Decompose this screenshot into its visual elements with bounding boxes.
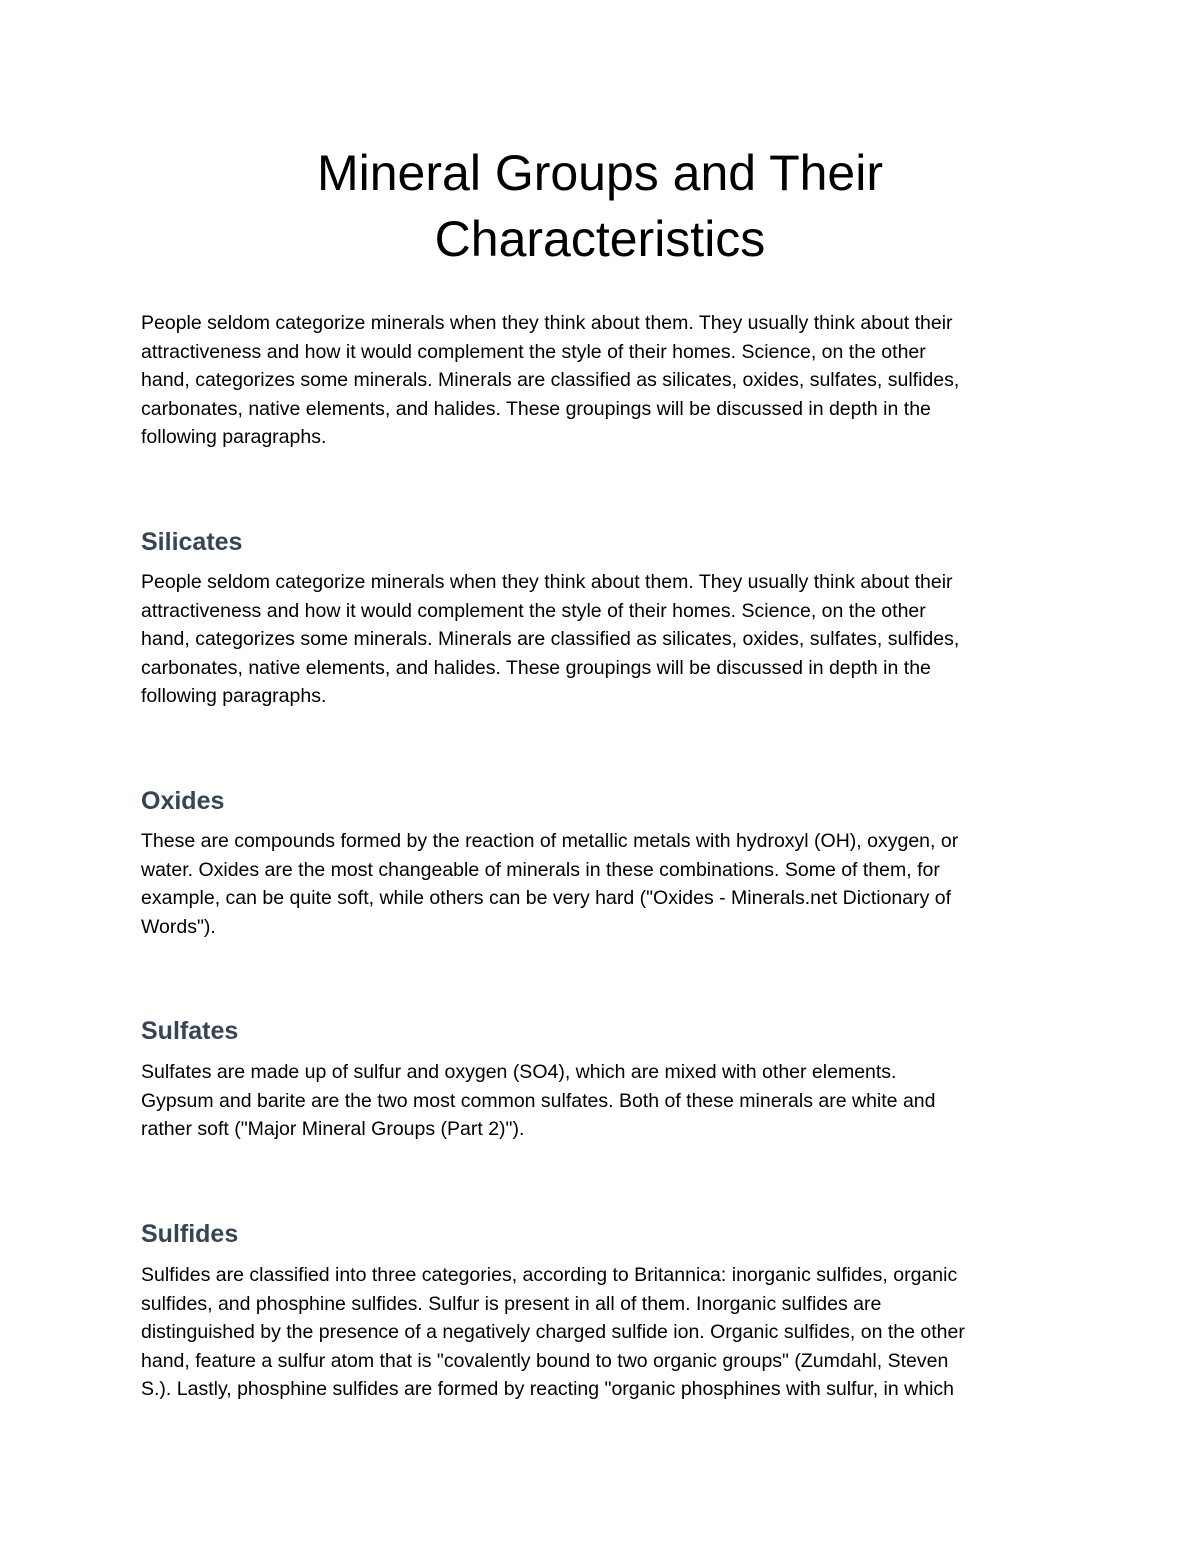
- paragraph-line: S.). Lastly, phosphine sulfides are formed by reacting "organic phosphines with sulfur, in which: [141, 1378, 954, 1401]
- paragraph-line: Sulfides are classified into three categories, according to Britannica: inorganic sulfides, organic: [141, 1264, 958, 1286]
- section-heading-oxides: Oxides: [141, 787, 225, 815]
- intro-line: following paragraphs.: [141, 426, 327, 449]
- section-paragraph-silicates: [141, 568, 1071, 711]
- paragraph-line: Gypsum and barite are the two most common sulfates. Both of these minerals are white and: [141, 1089, 936, 1112]
- intro-line: carbonates, native elements, and halides. These groupings will be discussed in depth in the: [141, 397, 931, 420]
- page-title-line-2: Characteristics: [434, 211, 766, 267]
- section-paragraph-sulfates: [141, 1058, 1071, 1144]
- paragraph-line: distinguished by the presence of a negatively charged sulfide ion. Organic sulfides, on the other: [141, 1321, 965, 1344]
- paragraph-line: Sulfates are made up of sulfur and oxygen (SO4), which are mixed with other elements.: [141, 1061, 897, 1083]
- section-heading-silicates: Silicates: [141, 528, 243, 556]
- paragraph-line: Words").: [141, 915, 216, 938]
- paragraph-line: carbonates, native elements, and halides. These groupings will be discussed in depth in the: [141, 656, 931, 679]
- section-heading-sulfates: Sulfates: [141, 1017, 239, 1045]
- page-title-line-1: Mineral Groups and Their: [316, 145, 883, 201]
- intro-line: hand, categorizes some minerals. Minerals are classified as silicates, oxides, sulfates, sulfides,: [141, 369, 960, 392]
- paragraph-line: People seldom categorize minerals when they think about them. They usually think about their: [141, 571, 953, 593]
- paragraph-line: attractiveness and how it would complement the style of their homes. Science, on the other: [141, 599, 926, 622]
- paragraph-line: hand, categorizes some minerals. Minerals are classified as silicates, oxides, sulfates, sulfides,: [141, 628, 960, 651]
- paragraph-line: sulfides, and phosphine sulfides. Sulfur is present in all of them. Inorganic sulfides are: [141, 1292, 882, 1315]
- paragraph-line: water. Oxides are the most changeable of minerals in these combinations. Some of them, for: [141, 858, 940, 881]
- section-paragraph-sulfides: [141, 1261, 1071, 1404]
- intro-paragraph: [141, 309, 1071, 452]
- paragraph-line: following paragraphs.: [141, 685, 327, 708]
- paragraph-line: These are compounds formed by the reaction of metallic metals with hydroxyl (OH), oxygen, or: [141, 830, 959, 852]
- paragraph-line: example, can be quite soft, while others can be very hard ("Oxides - Minerals.net Dictionary of: [141, 887, 952, 910]
- intro-line: People seldom categorize minerals when they think about them. They usually think about their: [141, 312, 953, 334]
- page-title: [140, 140, 1060, 272]
- intro-line: attractiveness and how it would complement the style of their homes. Science, on the other: [141, 340, 926, 363]
- paragraph-line: hand, feature a sulfur atom that is "covalently bound to two organic groups" (Zumdahl, Steven: [141, 1349, 949, 1372]
- paragraph-line: rather soft ("Major Mineral Groups (Part 2)").: [141, 1118, 525, 1141]
- section-heading-sulfides: Sulfides: [141, 1220, 239, 1248]
- section-paragraph-oxides: [141, 827, 1071, 941]
